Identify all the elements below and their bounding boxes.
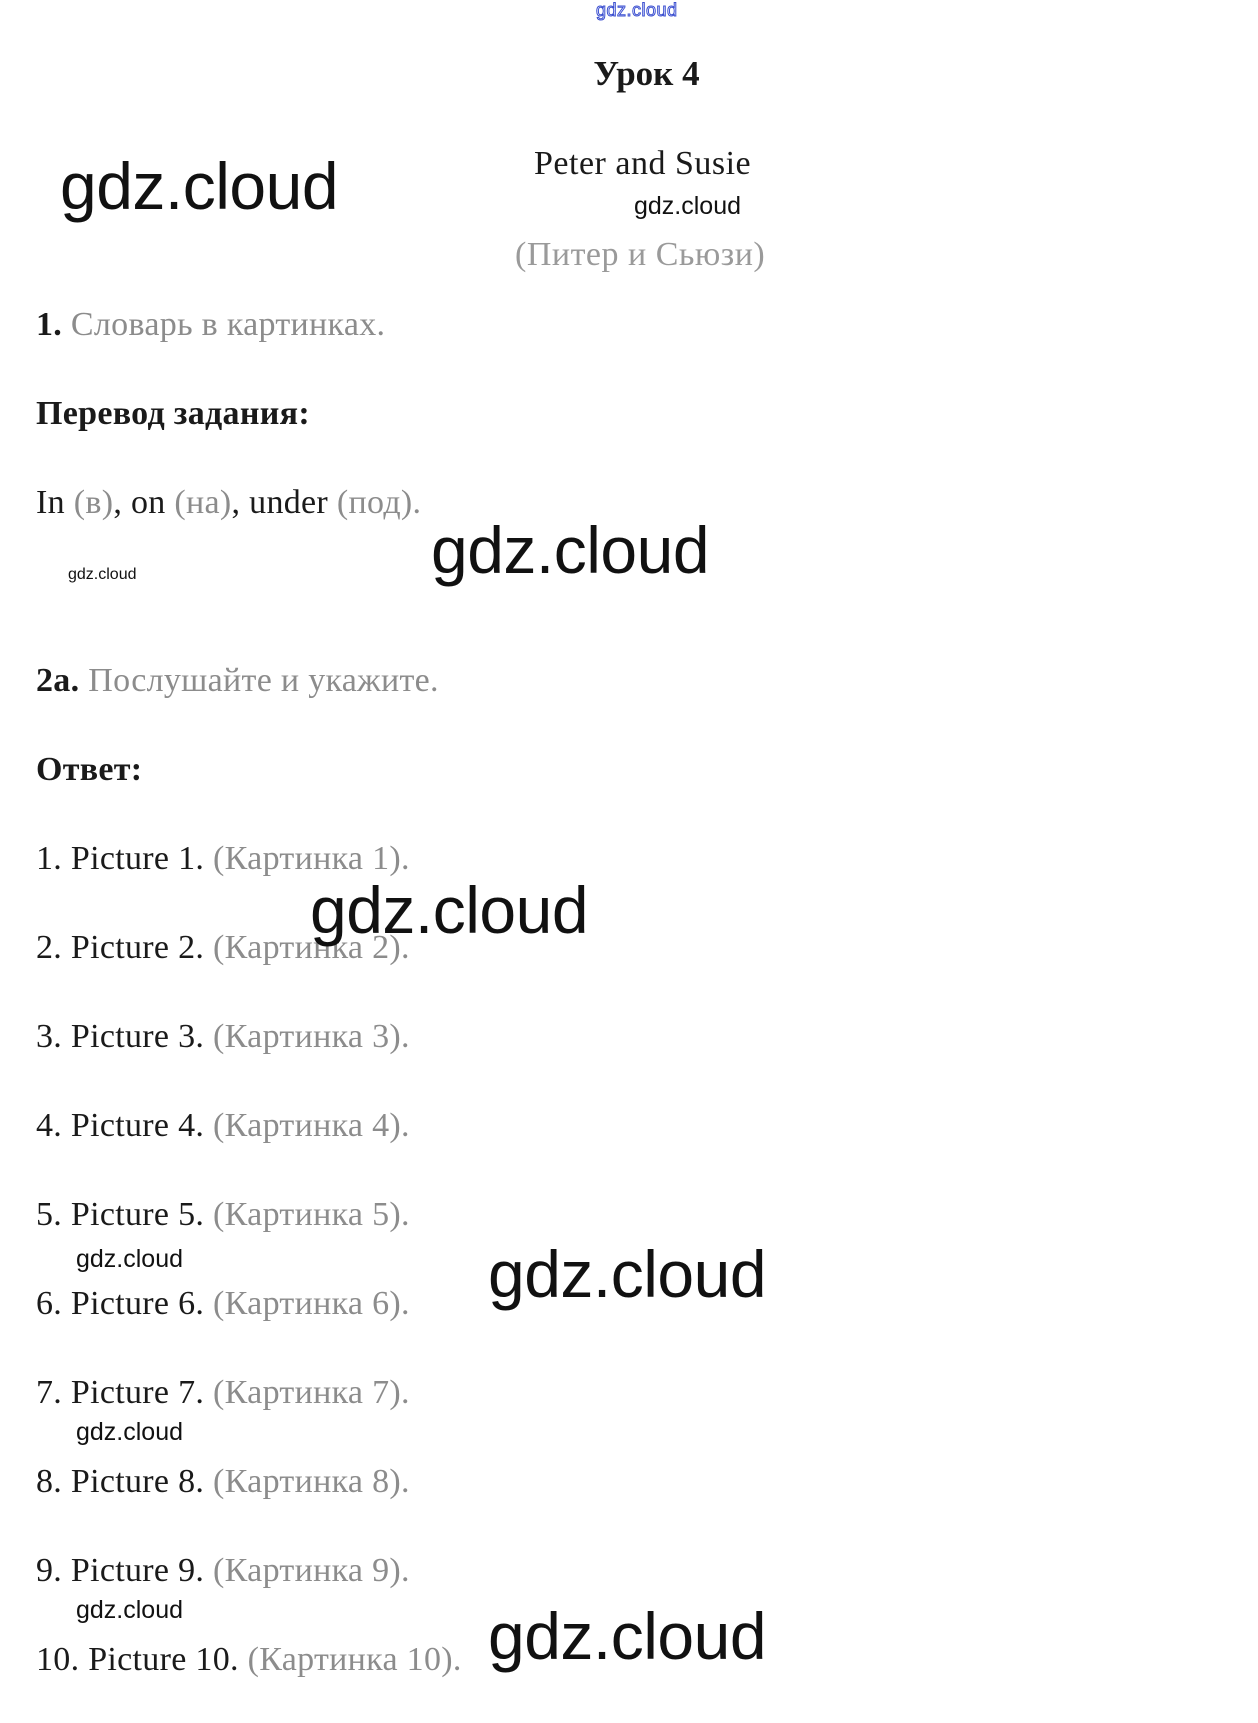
text-title-russian: (Питер и Сьюзи) xyxy=(515,236,766,273)
answer-en: 6. Picture 6. xyxy=(36,1285,205,1322)
answer-en: 7. Picture 7. xyxy=(36,1374,205,1411)
answer-ru: (Картинка 1). xyxy=(213,840,410,877)
answer-line xyxy=(36,1107,410,1145)
answer-ru: (Картинка 2). xyxy=(213,929,410,966)
watermark: gdz.cloud xyxy=(488,1237,767,1311)
watermark: gdz.cloud xyxy=(76,1596,184,1624)
separator: , xyxy=(113,484,131,521)
task-2a-heading xyxy=(36,662,439,700)
text-title-english: Peter and Susie xyxy=(534,145,752,182)
word-en: In xyxy=(36,484,65,521)
answer-ru: (Картинка 7). xyxy=(213,1374,410,1411)
answer-en: 10. Picture 10. xyxy=(36,1641,239,1678)
answer-line xyxy=(36,1374,410,1412)
answer-ru: (Картинка 3). xyxy=(213,1018,410,1055)
word-ru: (под) xyxy=(336,484,413,521)
watermark: gdz.cloud xyxy=(68,566,137,583)
task-number: 2a. xyxy=(36,662,80,699)
answer-heading: Ответ: xyxy=(36,751,143,788)
lesson-title: Урок 4 xyxy=(593,54,700,93)
answer-line xyxy=(36,1641,462,1679)
answer-ru: (Картинка 10). xyxy=(247,1641,462,1678)
watermark: gdz.cloud xyxy=(634,192,742,220)
word-en: on xyxy=(130,484,166,521)
answer-line xyxy=(36,1285,410,1323)
answer-line xyxy=(36,1196,410,1234)
task-number: 1. xyxy=(36,306,63,343)
answer-ru: (Картинка 8). xyxy=(213,1463,410,1500)
answer-en: 8. Picture 8. xyxy=(36,1463,205,1500)
answer-line xyxy=(36,1018,410,1056)
separator: , xyxy=(231,484,250,521)
answer-ru: (Картинка 5). xyxy=(213,1196,410,1233)
answer-en: 2. Picture 2. xyxy=(36,929,205,966)
answer-ru: (Картинка 9). xyxy=(213,1552,410,1589)
watermark: gdz.cloud xyxy=(431,513,710,587)
watermark: gdz.cloud xyxy=(60,149,339,223)
answer-en: 5. Picture 5. xyxy=(36,1196,205,1233)
answer-en: 4. Picture 4. xyxy=(36,1107,205,1144)
watermark: gdz.cloud xyxy=(76,1245,184,1273)
word-ru: (на) xyxy=(174,484,232,521)
prepositions-line xyxy=(36,484,421,522)
task-text: Послушайте и укажите. xyxy=(88,662,439,699)
answer-en: 1. Picture 1. xyxy=(36,840,205,877)
answer-line xyxy=(36,1463,410,1501)
answer-line xyxy=(36,1552,410,1590)
separator: . xyxy=(412,484,422,521)
watermark: gdz.cloud xyxy=(76,1418,184,1446)
answer-en: 9. Picture 9. xyxy=(36,1552,205,1589)
word-ru: (в) xyxy=(73,484,114,521)
word-en: under xyxy=(249,484,329,521)
translation-heading: Перевод задания: xyxy=(36,395,310,432)
task-1-heading xyxy=(36,306,385,344)
top-watermark: gdz.cloud xyxy=(596,0,678,20)
answer-ru: (Картинка 4). xyxy=(213,1107,410,1144)
watermark: gdz.cloud xyxy=(310,873,589,947)
watermark: gdz.cloud xyxy=(488,1599,767,1673)
task-text: Словарь в картинках. xyxy=(70,306,386,343)
answer-en: 3. Picture 3. xyxy=(36,1018,205,1055)
answer-ru: (Картинка 6). xyxy=(213,1285,410,1322)
